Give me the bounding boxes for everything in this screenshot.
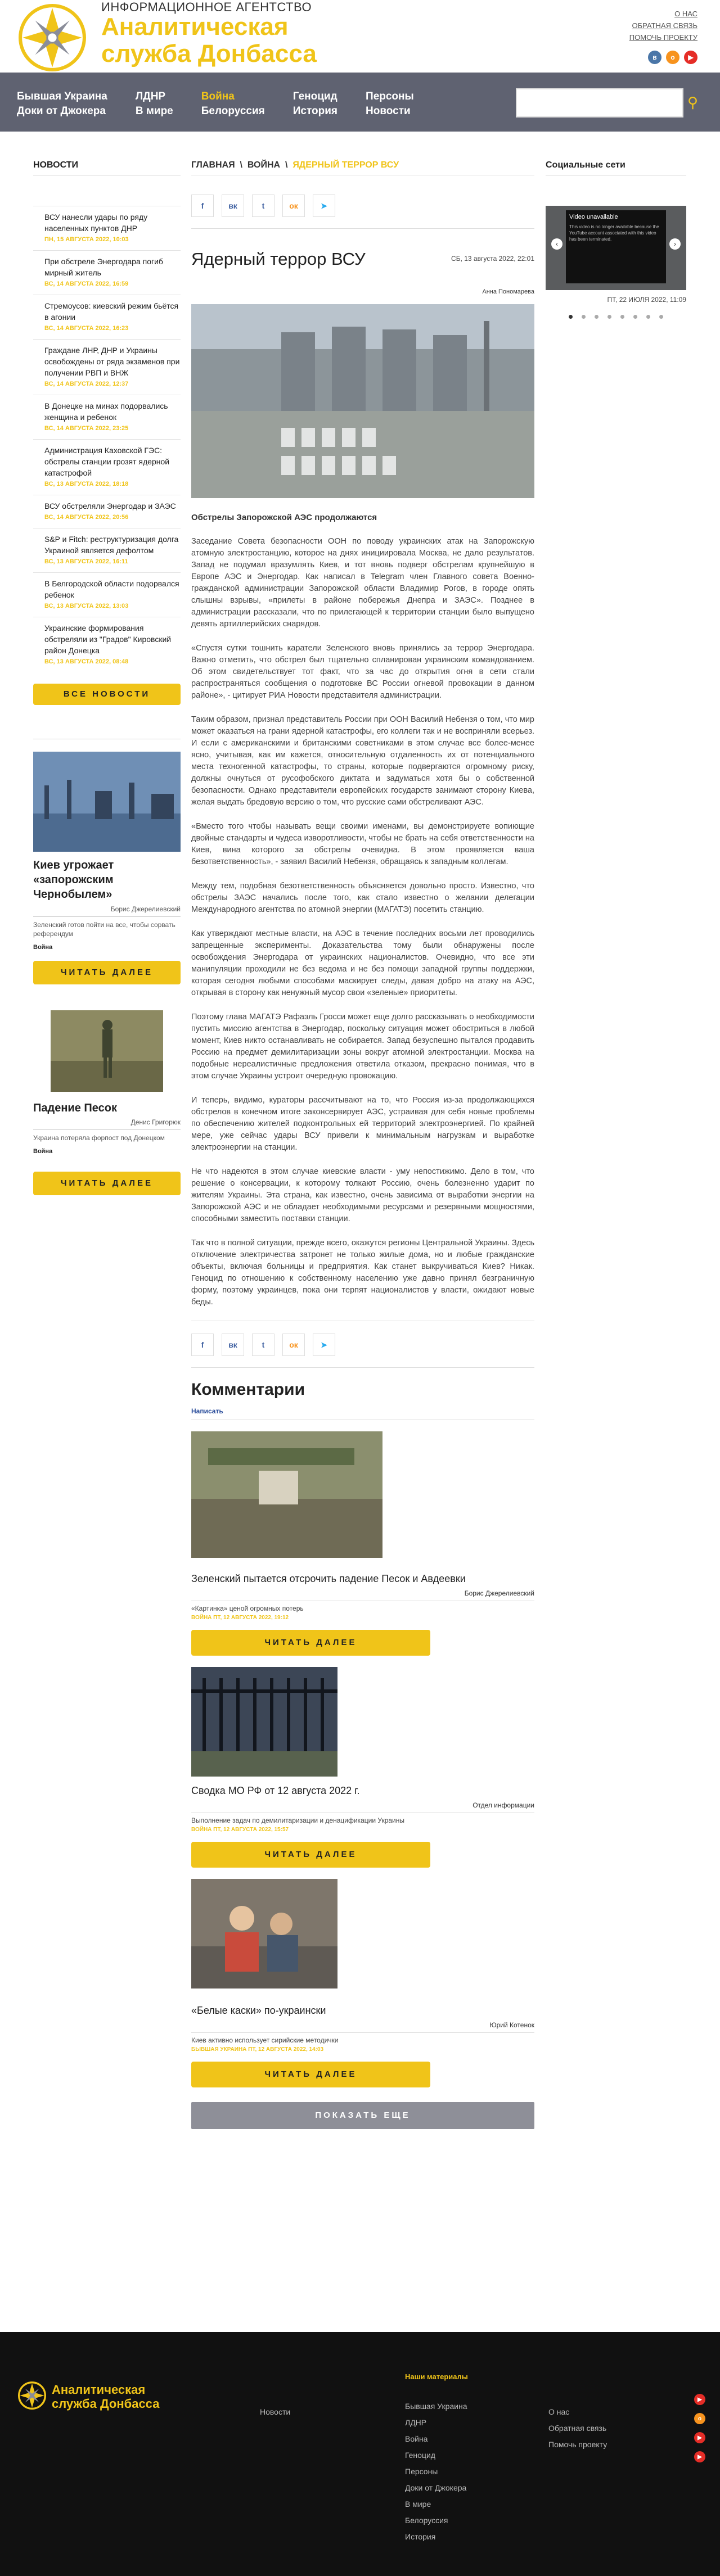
card-date: БЫВШАЯ УКРАИНА ПТ, 12 АВГУСТА 2022, 14:03 (191, 2046, 324, 2053)
donate-link[interactable]: ПОМОЧЬ ПРОЕКТУ (629, 33, 698, 42)
carousel-dot[interactable] (633, 315, 637, 319)
footer-materials-heading: Наши материалы (405, 2372, 468, 2381)
article-paragraph: Заседание Совета безопасности ООН по поводу украинских атак на Запорожскую атомную электростанцию, которое на днях инициировала Москва, не дало результатов. Запад не подумал вразумлять Киев, и тот вновь подверг обстрелам крупнейшую в Европе АЭС и Энергодар. Как написал в Telegram член Главного совета Военно-гражданской администрации Запорожской области Владимир Рогов, в городе опять слышны взрывы, «прилеты в районе побережья Днепра и ЗАЭС». Позднее в администрации рассказали, что по прилегающей к территории станции было выпущено девять артиллерийских снарядов. (191, 537, 534, 629)
list-item[interactable]: Стремоусов: киевский режим бьётся в агонии ВС, 14 АВГУСТА 2022, 16:23 (33, 295, 181, 339)
breadcrumb: ГЛАВНАЯ \ ВОЙНА \ ЯДЕРНЫЙ ТЕРРОР ВСУ (191, 160, 399, 170)
video-title: Video unavailable (569, 214, 618, 220)
read-more-button[interactable]: ЧИТАТЬ ДАЛЕЕ (191, 1630, 430, 1656)
video-carousel (546, 206, 686, 290)
news-list (33, 206, 181, 672)
promo-author: Денис Григорюк (33, 1115, 181, 1130)
footer-brand-line-1: Аналитическая (52, 2383, 146, 2397)
footer-link[interactable]: ЛДНР (405, 2418, 427, 2427)
article-paragraph: Не что надеются в этом случае киевские власти - уму непостижимо. Дело в том, что решение о консервации, к которому толкают Россию, очень болезненно ударит по жителям Украины. Эта страна, как известно, очень зависима от выработки энергии на Запорожской АЭС и не обладает необходимыми ресурсами и резервными мощностями, способными заместить поставки станции. (191, 1167, 534, 1223)
carousel-dot[interactable] (620, 315, 624, 319)
telegram-icon[interactable]: ➤ (313, 1334, 335, 1356)
footer-link[interactable]: В мире (405, 2500, 431, 2509)
facebook-icon[interactable]: f (191, 195, 214, 217)
vk-icon[interactable]: вк (222, 1334, 244, 1356)
ok-icon[interactable]: ок (282, 195, 305, 217)
promo-tag[interactable]: Война (33, 944, 53, 951)
carousel-dot[interactable] (582, 315, 586, 319)
card-image[interactable] (191, 1667, 338, 1777)
footer-link[interactable]: История (405, 2532, 436, 2541)
list-item[interactable]: S&P и Fitch: реструктуризация долга Украиной является дефолтом ВС, 13 АВГУСТА 2022, 16:11 (33, 528, 181, 572)
footer-info (548, 2404, 607, 2453)
left-sidebar (33, 160, 181, 1195)
carousel-dot[interactable] (608, 315, 611, 319)
share-bar-bottom (191, 1334, 534, 1356)
card-date: ВОЙНА ПТ, 12 АВГУСТА 2022, 19:12 (191, 1615, 289, 1621)
card-author: Борис Джерелиевский (464, 1589, 534, 1597)
share-bar (191, 195, 534, 217)
search-icon[interactable]: ⚲ (687, 94, 699, 111)
write-comment-link[interactable]: Написать (191, 1407, 223, 1415)
carousel-next-icon[interactable]: › (669, 238, 681, 250)
youtube-icon[interactable]: ▶ (694, 2451, 705, 2462)
list-item[interactable]: При обстреле Энергодара погиб мирный житель ВС, 14 АВГУСТА 2022, 16:59 (33, 250, 181, 295)
ok-icon[interactable]: о (666, 51, 680, 64)
ok-icon[interactable]: ок (282, 1334, 305, 1356)
card-author: Юрий Котенок (489, 2021, 534, 2029)
footer-link[interactable]: Война (405, 2434, 428, 2443)
footer-link[interactable]: Белоруссия (405, 2516, 448, 2525)
read-more-button[interactable]: ЧИТАТЬ ДАЛЕЕ (33, 961, 181, 984)
card-title[interactable]: «Белые каски» по-украински (191, 2005, 326, 2016)
page-title: Ядерный террор ВСУ (191, 249, 366, 269)
related-card (191, 1431, 534, 1656)
footer-link[interactable]: О нас (548, 2407, 570, 2416)
youtube-icon[interactable]: ▶ (694, 2394, 705, 2405)
video-date: ПТ, 22 ИЮЛЯ 2022, 11:09 (607, 296, 686, 304)
list-item[interactable]: ВСУ нанесли удары по ряду населенных пунктов ДНР ПН, 15 АВГУСТА 2022, 10:03 (33, 206, 181, 250)
article-paragraph: Так что в полной ситуации, прежде всего, окажутся регионы Центральной Украины. Здесь отключение электричества затронет не только жилые дома, но и любые гражданские объекты, включая больницы и предприятия. Как станет выкручиваться Киев? Никак. Геноцид по отношению к собственному населению уже давно принял безграничную форму, поэтому украинцев, пока они терпят националистов у власти, ожидают новые беды. (191, 1239, 534, 1307)
article-paragraph: Таким образом, признал представитель России при ООН Василий Небензя о том, что мир может оказаться на грани ядерной катастрофы, его коллеги так и не восприняли всерьез. И если с американскими и британскими советниками в этом случае все более-менее ясно, учитывая, как им кажется, относительную отдаленность их от потенциального места техногенной катастрофы, то страны, которые подвергаются огромному риску, должны очнуться от русофобского диктата и задуматься хотя бы о собственной безопасности. Однако представители европейских государств занимают сторону Киева, желая выдать бредовую версию о том, что русские сами обстреливают АЭС. (191, 715, 534, 807)
related-card (191, 1667, 534, 1868)
footer-brand[interactable] (52, 2383, 159, 2411)
promo-title[interactable]: Киев угрожает «запорожским Чернобылем» (33, 859, 114, 901)
promo-card (33, 1010, 181, 1195)
article-body (191, 536, 534, 1308)
vk-icon[interactable]: в (648, 51, 662, 64)
youtube-icon[interactable]: ▶ (694, 2432, 705, 2443)
promo-title[interactable]: Падение Песок (33, 1102, 117, 1114)
video-text: This video is no longer available because the YouTube account associated with this video has been terminated. (569, 224, 659, 242)
footer-socials (694, 2394, 705, 2462)
list-item[interactable]: В Белгородской области подорвался ребенок ВС, 13 АВГУСТА 2022, 13:03 (33, 572, 181, 617)
carousel-dot[interactable] (595, 315, 598, 319)
agency-label: ИНФОРМАЦИОННОЕ АГЕНТСТВО (101, 0, 312, 14)
facebook-icon[interactable]: f (191, 1334, 214, 1356)
site-header (0, 0, 720, 73)
nav-genocide[interactable]: Геноцид (292, 91, 338, 102)
article-paragraph: «Вместо того чтобы называть вещи своими именами, вы демонстрируете вопиющие двойные стандарты и чудеса изворотливости, чтобы не брать на себя ответственности на Киев, вина которого за обстрелы очевидна. В этом проявляется ваша безответственность», - заявил Василий Небензя, обращаясь к западным коллегам. (191, 822, 534, 866)
site-footer (0, 2332, 720, 2576)
carousel-dots (546, 315, 686, 319)
breadcrumb-section[interactable]: ВОЙНА (247, 160, 281, 170)
about-link[interactable]: О НАС (674, 10, 698, 18)
brand-line-1: Аналитическая (101, 13, 289, 40)
promo-image[interactable] (51, 1010, 163, 1092)
footer-link[interactable]: Доки от Джокера (405, 2483, 467, 2492)
read-more-button[interactable]: ЧИТАТЬ ДАЛЕЕ (191, 2062, 430, 2087)
list-item[interactable]: Граждане ЛНР, ДНР и Украины освобождены от ряда экзаменов при получении РВП и ВНЖ ВС, 14 АВГУСТА 2022, 12:37 (33, 339, 181, 395)
read-more-button[interactable]: ЧИТАТЬ ДАЛЕЕ (33, 1172, 181, 1195)
telegram-icon[interactable]: ➤ (313, 195, 335, 217)
card-date: ВОЙНА ПТ, 12 АВГУСТА 2022, 15:57 (191, 1827, 289, 1833)
list-item[interactable]: В Донецке на минах подорвались женщина и ребенок ВС, 14 АВГУСТА 2022, 23:25 (33, 395, 181, 439)
card-subtitle: Выполнение задач по демилитаризации и денацификации Украины (191, 1813, 534, 1824)
site-logo[interactable] (18, 3, 87, 72)
footer-news-link[interactable]: Новости (260, 2407, 291, 2416)
carousel-dot[interactable] (569, 315, 573, 319)
card-title[interactable]: Зеленский пытается отсрочить падение Песок и Авдеевки (191, 1573, 466, 1584)
card-author: Отдел информации (472, 1801, 534, 1809)
nav-belarus[interactable]: Белоруссия (201, 105, 265, 117)
promo-desc: Зеленский готов пойти на все, чтобы сорвать референдум (33, 921, 176, 938)
footer-logo[interactable] (18, 2381, 46, 2410)
related-card (191, 1879, 534, 2087)
brand-title[interactable] (101, 13, 394, 67)
social-heading: Социальные сети (546, 160, 686, 175)
vk-icon[interactable]: вк (222, 195, 244, 217)
article-date: СБ, 13 августа 2022, 22:01 (451, 255, 534, 263)
promo-card (33, 752, 181, 984)
card-image[interactable] (191, 1431, 382, 1558)
twitter-icon[interactable]: t (252, 1334, 274, 1356)
footer-link[interactable]: Геноцид (405, 2451, 435, 2460)
card-subtitle: «Картинка» ценой огромных потерь (191, 1601, 534, 1612)
ok-icon[interactable]: о (694, 2413, 705, 2424)
card-title[interactable]: Сводка МО РФ от 12 августа 2022 г. (191, 1785, 360, 1796)
feedback-link[interactable]: ОБРАТНАЯ СВЯЗЬ (632, 21, 698, 30)
twitter-icon[interactable]: t (252, 195, 274, 217)
article-paragraph: Как утверждают местные власти, на АЭС в течение последних восьми лет проводились запрещенные эксперименты. Доказательства тому были обнаружены после освобождения Энергодара от украинских националистов. Очевидно, что все эти манипуляции проходили не без ведома и не без помощи западной группы поддержки, которая сегодня любыми способами маскирует следы, давая добро на атаку на АЭС, открывая в сторону как ненужный мусор свои «зеленые» приоритеты. (191, 929, 534, 997)
show-more-button[interactable]: ПОКАЗАТЬ ЕЩЕ (191, 2102, 534, 2129)
search-input[interactable] (516, 88, 683, 117)
news-heading: НОВОСТИ (33, 160, 181, 175)
main-nav (0, 73, 720, 132)
nav-persons[interactable]: Персоны (366, 91, 414, 102)
article-author[interactable]: Анна Пономарева (482, 288, 534, 295)
footer-materials (405, 2398, 467, 2545)
nav-joker-docs[interactable]: Доки от Джокера (17, 105, 106, 117)
nav-news[interactable]: Новости (366, 105, 411, 117)
article-main (191, 160, 534, 2129)
carousel-dot[interactable] (659, 315, 663, 319)
footer-link[interactable]: Помочь проекту (548, 2440, 608, 2449)
all-news-button[interactable]: ВСЕ НОВОСТИ (33, 684, 181, 705)
article-paragraph: Поэтому глава МАГАТЭ Рафаэль Гросси может еще долго рассказывать о необходимости пустить миссию агентства в Энергодар, поскольку ситуация может обостриться в любой момент, Киев никто останавливать не собирается. Запад безуспешно пытался продавить Россию на предмет демилитаризации зоны вокруг атомной электростанции. Москва на подобные нереалистичные предложения ответила отказом, прекрасно понимая, что в этом случае Украины устроит очередную провокацию. (191, 1013, 534, 1081)
footer-brand-line-2: служба Донбасса (52, 2397, 160, 2411)
promo-author: Борис Джерелиевский (33, 902, 181, 917)
card-subtitle: Киев активно использует сирийские методички (191, 2032, 534, 2044)
nav-ex-ukraine[interactable]: Бывшая Украина (17, 91, 107, 102)
breadcrumb-home[interactable]: ГЛАВНАЯ (191, 160, 235, 170)
list-item[interactable]: ВСУ обстреляли Энергодар и ЗАЭС ВС, 14 АВГУСТА 2022, 20:56 (33, 495, 181, 528)
carousel-prev-icon[interactable]: ‹ (551, 238, 562, 250)
footer-link[interactable]: Обратная связь (548, 2424, 607, 2433)
promo-desc: Украина потеряла форпост под Донецком (33, 1134, 165, 1142)
image-caption: Обстрелы Запорожской АЭС продолжаются (191, 513, 377, 522)
nav-world[interactable]: В мире (135, 105, 173, 117)
right-sidebar (546, 160, 686, 319)
article-paragraph: Между тем, подобная безответственность объясняется довольно просто. Известно, что обстрелы ЗАЭС начались после того, как стало известно о желании делегации Международного агентства по атомной энергии (МАГАТЭ) посетить станцию. (191, 882, 534, 914)
video-player[interactable] (566, 210, 666, 283)
footer-link[interactable]: Персоны (405, 2467, 438, 2476)
nav-history[interactable]: История (292, 105, 338, 117)
promo-tag[interactable]: Война (33, 1148, 53, 1155)
carousel-dot[interactable] (646, 315, 650, 319)
breadcrumb-current: ЯДЕРНЫЙ ТЕРРОР ВСУ (292, 160, 399, 170)
read-more-button[interactable]: ЧИТАТЬ ДАЛЕЕ (191, 1842, 430, 1868)
promo-image[interactable] (33, 752, 181, 852)
list-item[interactable]: Украинские формирования обстреляли из "Градов" Кировский район Донецка ВС, 13 АВГУСТА 2022, 08:48 (33, 617, 181, 672)
article-paragraph: И теперь, видимо, кураторы рассчитывают на то, что Россия из-за продолжающихся обстрелов в конечном итоге законсервирует АЭС, устраивая для себя новые проблемы по обеспечению жителей подконтрольных ей территорий электроэнергией. По крайней мере, уже сейчас удары ВСУ привели к минимальным нагрузкам и выработке электроэнергии на станции. (191, 1096, 534, 1152)
card-image[interactable] (191, 1879, 338, 1989)
nav-columns (17, 89, 414, 119)
youtube-icon[interactable]: ▶ (684, 51, 698, 64)
brand-line-2: служба Донбасса (101, 40, 317, 67)
article-paragraph: «Спустя сутки тошнить каратели Зеленского вновь принялись за террор Энергодара. Важно отметить, что обстрел был тщательно спланирован украинским командованием. Об этом свидетельствует тот факт, что за час до открытия огня в сети стали распространяться сообщения о подготовке ВС России огневой провокации в данном районе», - цитирует РИА Новости представителя администрации. (191, 644, 534, 700)
top-links (629, 8, 698, 43)
header-socials (648, 51, 698, 64)
nav-ldnr[interactable]: ЛДНР (135, 91, 166, 102)
nav-war[interactable]: Война (201, 91, 235, 102)
article-image (191, 304, 534, 498)
comments-heading: Комментарии (191, 1380, 305, 1399)
footer-link[interactable]: Бывшая Украина (405, 2402, 467, 2411)
list-item[interactable]: Администрация Каховской ГЭС: обстрелы станции грозят ядерной катастрофой ВС, 13 АВГУСТА 2022, 18:18 (33, 439, 181, 495)
